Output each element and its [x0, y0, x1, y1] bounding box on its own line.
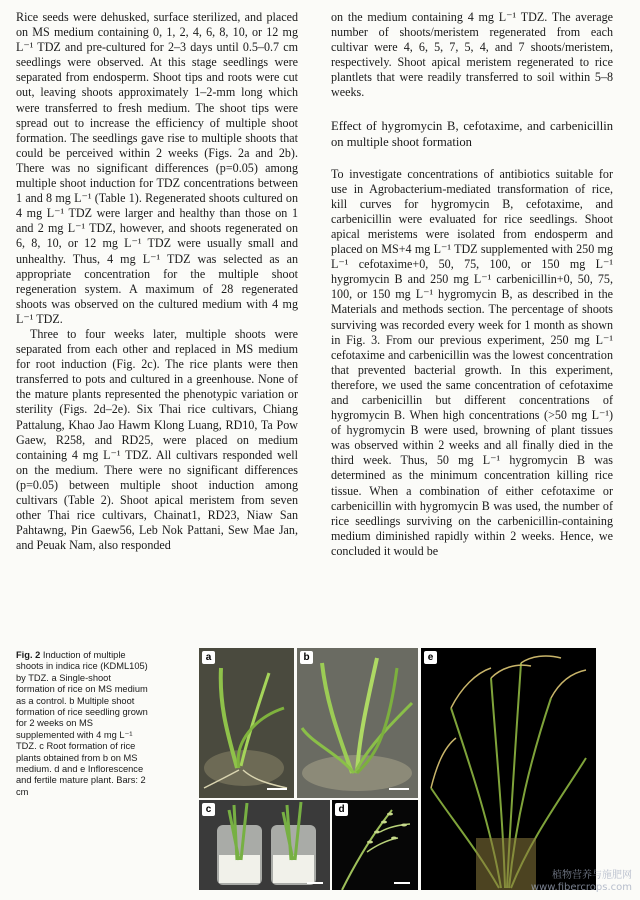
panel-label-b: b — [300, 651, 313, 664]
scale-bar-d — [394, 882, 410, 884]
right-paragraph-2: To investigate concentrations of antibiotics suitable for use in Agrobacterium-mediated transformation of rice, kill curves for hygromycin B, cefotaxime, and carbenicillin were evaluated for rice seedlings. Shoot apical meristems were isolated from endosperm and placed on MS+4 mg L⁻¹ TDZ supplemented with 250 mg L⁻¹ cefotaxime+0, 50, 75, 100, or 150 mg L⁻¹ hygromycin B and 250 mg L⁻¹ carbenicillin+0, 50, 75, 100, or 150 mg L⁻¹ hygromycin B, as described in the Materials and methods section. The percentage of shoots surviving was recorded every week for 1 month as shown in Fig. 3. From our previous experiment, 250 mg L⁻¹ cefotaxime and carbenicillin was the lowest concentration that prevented bacterial growth. In this experiment, therefore, we used the same concentration of cefotaxime and carbenicillin but different concentrations of hygromycin B. When high concentrations (>50 mg L⁻¹) of hygromycin B were used, browning of plant tissues was observed within 2 weeks and all finally died in the third week. Thus, 50 mg L⁻¹ hygromycin B was determined as the minimum concentration killing rice tissue. When a combination of either cefotaxime or carbenicillin with hygromycin B was used, the number of rice seedlings surviving on the carbenicillin-containing medium diminished rapidly within 2 weeks. Hence, we concluded it would be — [331, 166, 613, 558]
figure-panel-d — [332, 800, 418, 890]
watermark-line-1: 植物营养与施肥网 — [552, 870, 632, 881]
scale-bar-c — [307, 882, 323, 884]
left-paragraph-2: Three to four weeks later, multiple shoots were separated from each other and replaced in MS medium for root induction (Fig. 2c). The rice plants were then transferred to pots and cultured in a greenhouse. None of the mature plants represented the phenotypic variation or sterility (Figs. 2d–2e). Six Thai rice cultivars, Chiang Pattalung, Khao Jao Hawm Klong Luang, RD10, Ta Pow Gaew, R258, and RD25, were placed on medium containing 4 mg L⁻¹ TDZ. All cultivars responded well on the medium. There were no significant differences (p=0.05) between multiple shoot induction among cultivars (Table 2). Shoot apical meristem from seven other Thai rice cultivars, Chainat1, RD23, Niaw San Pahtawng, Pin Gaew56, Leb Nok Pattani, Sew Mae Jan, and Peuak Nam, also responded — [16, 326, 298, 553]
figure-panel-c — [199, 800, 330, 890]
panel-label-e: e — [424, 651, 437, 664]
rooting-tubes-photo-c — [199, 800, 330, 890]
figure-caption-label: Fig. 2 — [16, 650, 41, 660]
figure-panel-a — [199, 648, 294, 798]
left-column — [16, 10, 298, 553]
figure-caption — [16, 650, 148, 798]
figure-panel-e — [421, 648, 596, 890]
right-paragraph-1: on the medium containing 4 mg L⁻¹ TDZ. The average number of shoots/meristem regenerated from each cultivar were 4, 6, 5, 7, 5, 4, and 7 shoots/meristem, respectively. Shoot apical meristem regenerated to rice plantlets that were readily transferred to soil within 5–8 weeks. — [331, 10, 613, 100]
panel-label-a: a — [202, 651, 215, 664]
mature-plant-photo-e — [421, 648, 596, 890]
site-watermark — [531, 870, 632, 894]
scale-bar-b — [389, 788, 409, 790]
panel-label-d: d — [335, 803, 348, 816]
figure-caption-text: Induction of multiple shoots in indica rice (KDML105) by TDZ. a Single-shoot formation of rice on MS medium as a control. b Multiple shoot formation of rice seedling grown for 2 weeks on MS supplemented with 4 mg L⁻¹ TDZ. c Root formation of rice plants obtained from b on MS medium. d and e Inflorescence and fertile mature plant. Bars: 2 cm — [16, 650, 148, 797]
figure-panel-b — [297, 648, 418, 798]
seedling-photo-a — [199, 648, 294, 798]
panel-label-c: c — [202, 803, 215, 816]
scale-bar-a — [267, 788, 287, 790]
seedling-photo-b — [297, 648, 418, 798]
right-column — [331, 10, 613, 559]
section-heading: Effect of hygromycin B, cefotaxime, and carbenicillin on multiple shoot formation — [331, 118, 613, 149]
left-paragraph-1: Rice seeds were dehusked, surface sterilized, and placed on MS medium containing 0, 1, 2, 4, 6, 8, 10, or 12 mg L⁻¹ TDZ and pre-cultured for 2–3 days until 0.5–0.7 cm seedlings were observed. At this stage seedlings were separated from endosperm. Shoot tips and roots were cut out, leaving shoots approximately 1–2-mm long which were transferred to fresh medium. The shoot tips were spread out to increase the efficiency of multiple shoot formation. The seedlings gave rise to multiple shoots that could be perceived within 2 weeks (Figs. 2a and 2b). There was no significant differences (p=0.05) among multiple shoot induction for TDZ concentrations between 1 and 8 mg L⁻¹ (Table 1). Regenerated shoots cultured on 4 mg L⁻¹ TDZ were larger and healthy than those on 1 and 2 mg L⁻¹ TDZ, however, and shoots regenerated on 6, 8, 10, or 12 mg L⁻¹ TDZ were usually small and unhealthy. Thus, 4 mg L⁻¹ TDZ was selected as an appropriate concentration for the multiple shoot regeneration system. A maximum of 28 regenerated shoots was observed on the cultured medium with 4 mg L⁻¹ TDZ. — [16, 10, 298, 326]
watermark-line-2: www.fibercrops.com — [530, 882, 632, 893]
